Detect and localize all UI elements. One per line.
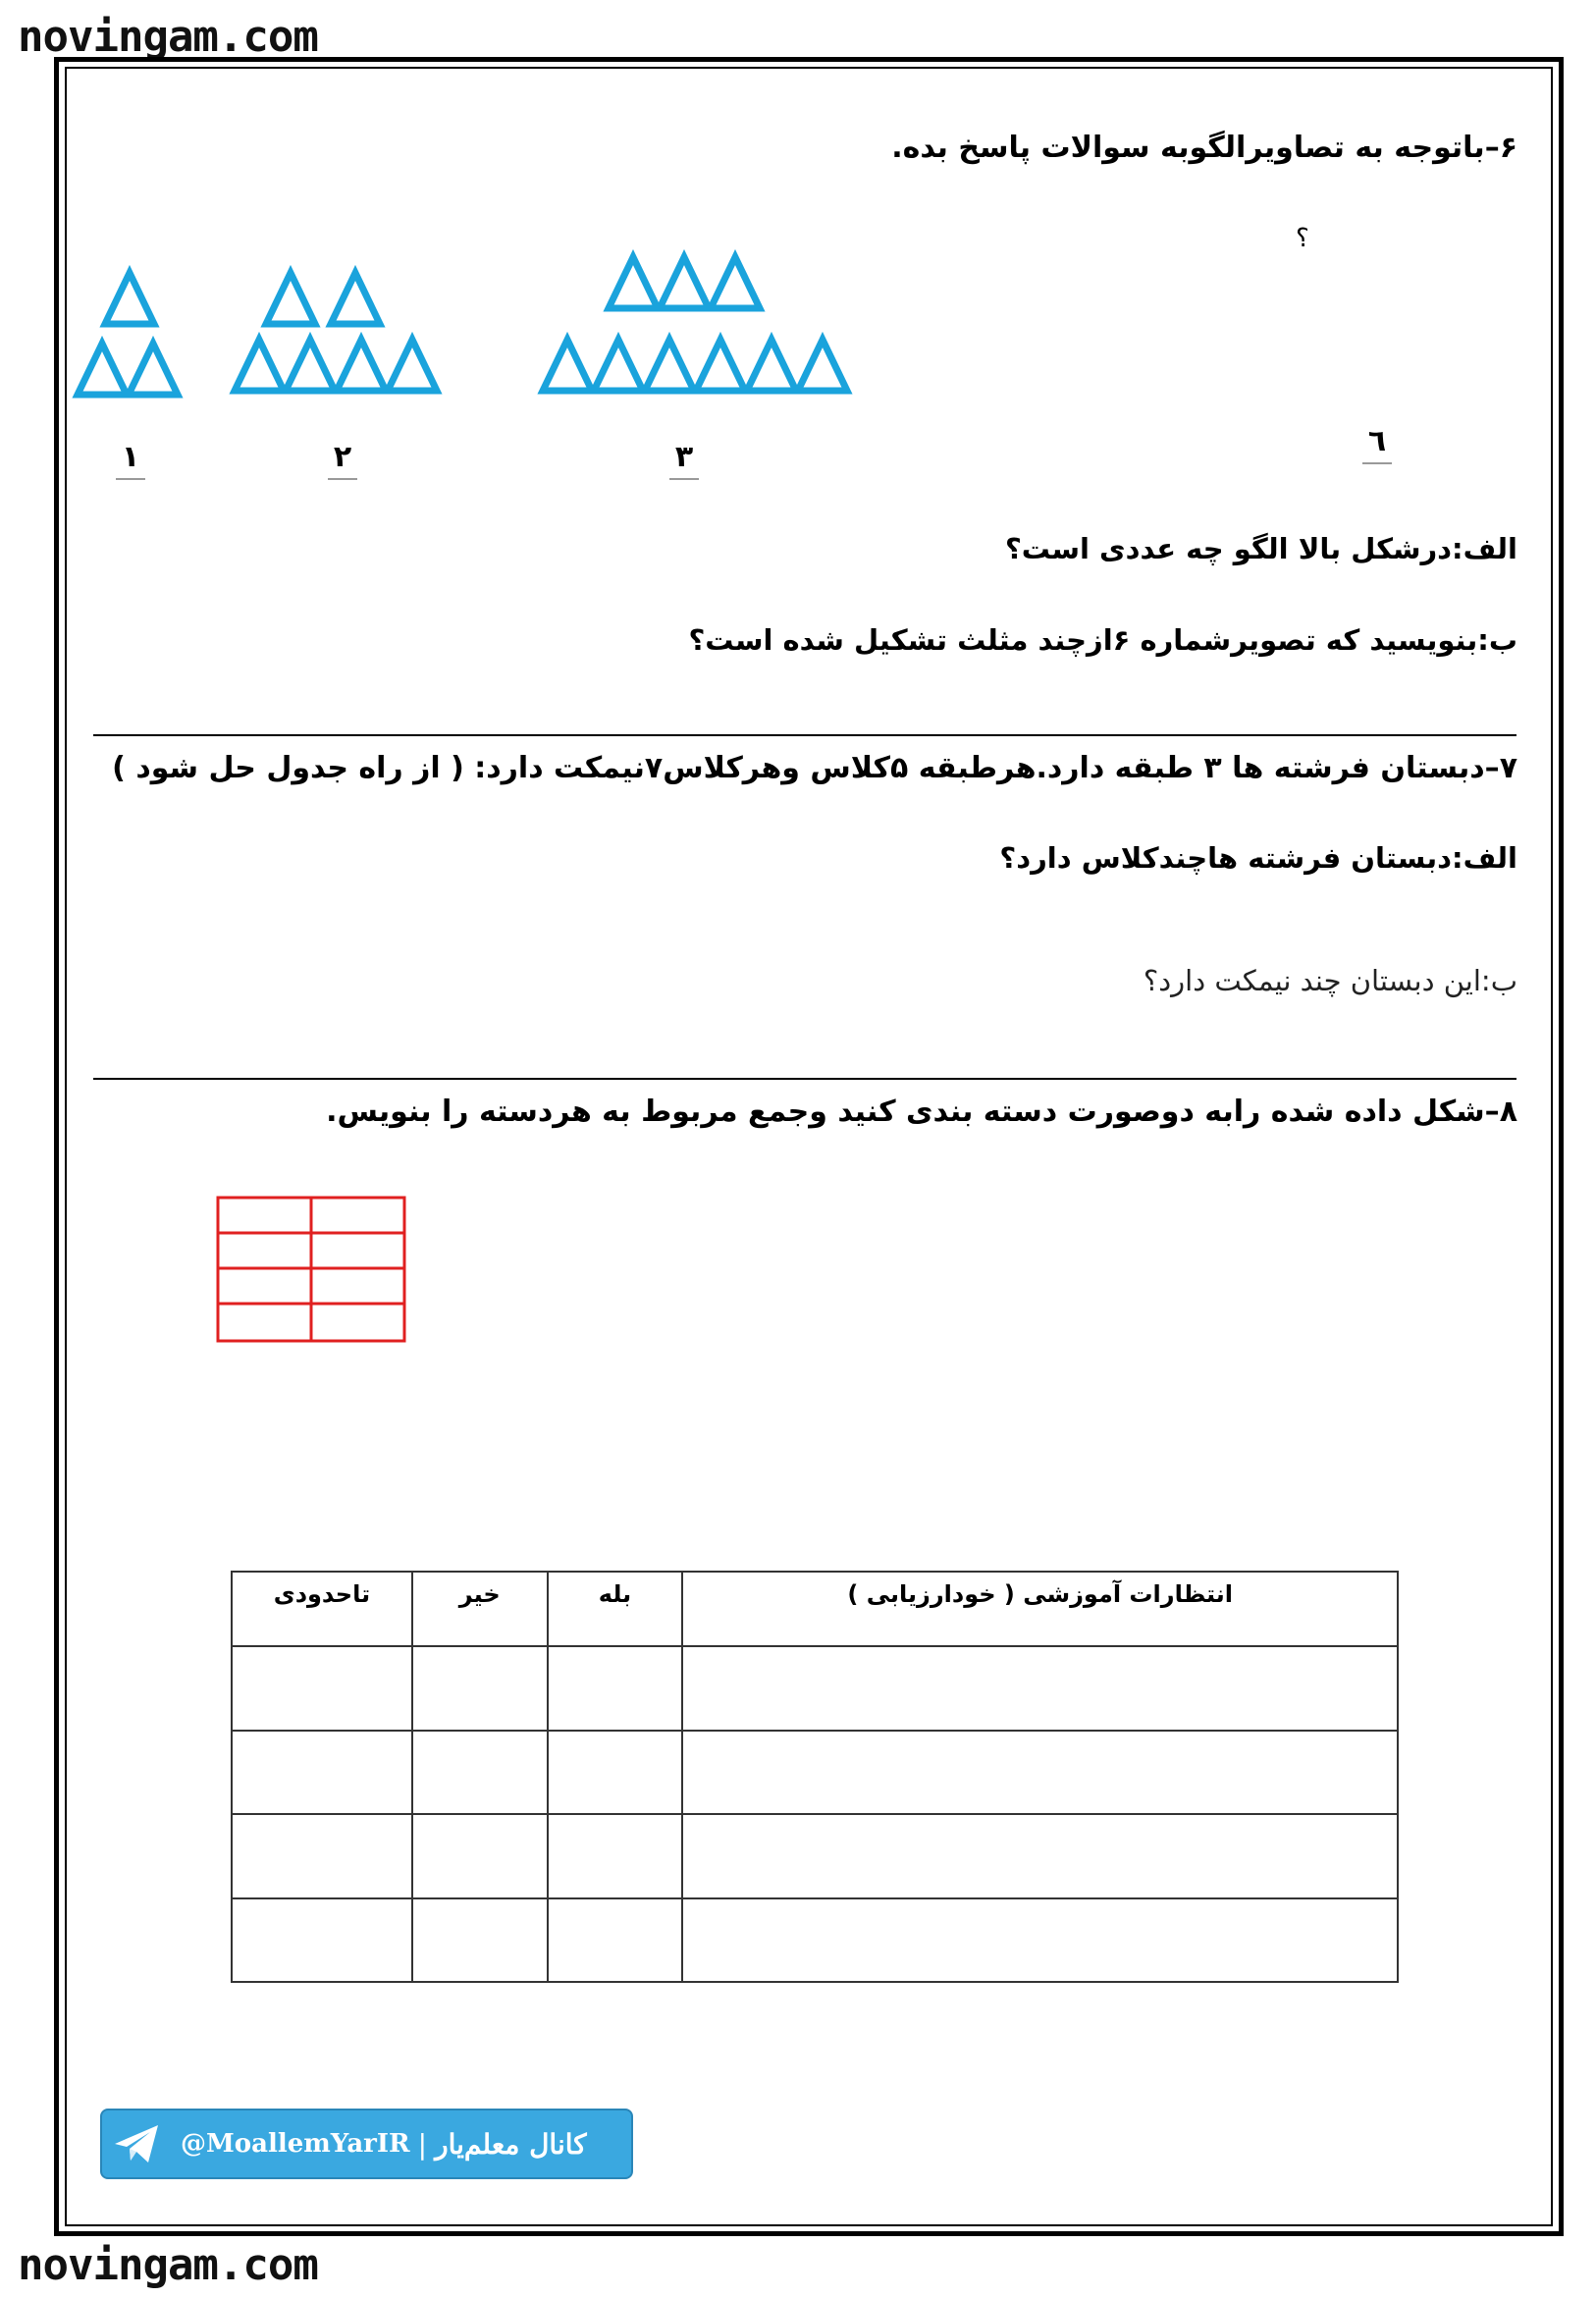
- triangle: [266, 273, 315, 324]
- table-cell[interactable]: [232, 1646, 412, 1731]
- figure-label-2: ۲: [328, 440, 357, 480]
- header-no: خیر: [412, 1572, 548, 1646]
- table-cell[interactable]: [682, 1898, 1398, 1983]
- table-cell[interactable]: [412, 1814, 548, 1898]
- triangle: [696, 340, 745, 391]
- header-yes: بله: [548, 1572, 683, 1646]
- table-cell[interactable]: [232, 1731, 412, 1815]
- figure-label-1: ۱: [116, 440, 145, 480]
- table-cell[interactable]: [412, 1898, 548, 1983]
- triangle: [388, 340, 437, 391]
- triangle: [594, 340, 643, 391]
- table-cell[interactable]: [682, 1731, 1398, 1815]
- red-grid-figure: [216, 1196, 408, 1345]
- channel-name: کانال معلم‌یار: [435, 2127, 587, 2161]
- triangle: [645, 340, 694, 391]
- question-6-question-mark: ؟: [1296, 224, 1309, 253]
- triangle: [798, 340, 847, 391]
- table-cell[interactable]: [548, 1731, 683, 1815]
- triangle: [235, 340, 284, 391]
- triangle: [660, 257, 709, 308]
- triangle: [337, 340, 386, 391]
- divider-1: [93, 734, 1516, 736]
- triangle: [711, 257, 760, 308]
- header-somewhat: تاحدودی: [232, 1572, 412, 1646]
- pattern-figure-3: [543, 257, 847, 391]
- pattern-figure-2: [235, 273, 437, 391]
- table-cell[interactable]: [682, 1814, 1398, 1898]
- telegram-channel-banner[interactable]: [100, 2109, 633, 2179]
- question-7-part-a: الف:دبستان فرشته هاچندکلاس دارد؟: [999, 841, 1517, 875]
- figure-label-3: ۳: [669, 440, 699, 480]
- table-cell[interactable]: [232, 1814, 412, 1898]
- question-6-part-b: ب:بنویسید که تصویرشماره ۶ازچند مثلث تشکیل شده است؟: [688, 623, 1517, 657]
- table-header-row: [232, 1572, 1398, 1646]
- question-6-part-a: الف:درشکل بالا الگو چه عددی است؟: [1004, 532, 1517, 565]
- table-cell[interactable]: [412, 1731, 548, 1815]
- table-cell[interactable]: [548, 1646, 683, 1731]
- header-expectations: انتظارات آموزشی ( خودارزیابی ): [682, 1572, 1398, 1646]
- figure-label-6: ٦: [1362, 424, 1392, 464]
- table-cell[interactable]: [548, 1814, 683, 1898]
- triangle: [105, 273, 154, 324]
- triangle: [609, 257, 658, 308]
- triangle: [543, 340, 592, 391]
- table-row: [232, 1731, 1398, 1815]
- watermark-bottom: novingam.com: [18, 2240, 318, 2290]
- watermark-top: novingam.com: [18, 12, 318, 62]
- telegram-handle: @MoallemYarIR: [181, 2129, 410, 2159]
- pattern-figure-1: [78, 273, 178, 395]
- table-cell[interactable]: [682, 1646, 1398, 1731]
- question-6-title: ۶–باتوجه به تصاویرالگوبه سوالات پاسخ بده.: [891, 131, 1517, 165]
- table-row: [232, 1898, 1398, 1983]
- divider-2: [93, 1078, 1516, 1080]
- question-7-part-b: ب:این دبستان چند نیمکت دارد؟: [1143, 964, 1517, 997]
- triangle: [78, 344, 127, 395]
- question-8-title: ۸–شکل داده شده رابه دوصورت دسته بندی کنید وجمع مربوط به هردسته را بنویس.: [326, 1095, 1517, 1129]
- banner-separator: |: [417, 2127, 428, 2161]
- triangle: [286, 340, 335, 391]
- triangle: [747, 340, 796, 391]
- question-7-title: ۷–دبستان فرشته ها ۳ طبقه دارد.هرطبقه ۵کلاس وهرکلاس۷نیمکت دارد: ( از راه جدول حل شود ): [112, 751, 1517, 785]
- self-evaluation-table: [231, 1571, 1399, 1983]
- table-row: [232, 1814, 1398, 1898]
- triangle-pattern: [0, 0, 1596, 510]
- triangle: [331, 273, 380, 324]
- table-cell[interactable]: [548, 1898, 683, 1983]
- telegram-plane-icon: [102, 2109, 171, 2179]
- table-cell[interactable]: [232, 1898, 412, 1983]
- triangle: [129, 344, 178, 395]
- table-row: [232, 1646, 1398, 1731]
- table-cell[interactable]: [412, 1646, 548, 1731]
